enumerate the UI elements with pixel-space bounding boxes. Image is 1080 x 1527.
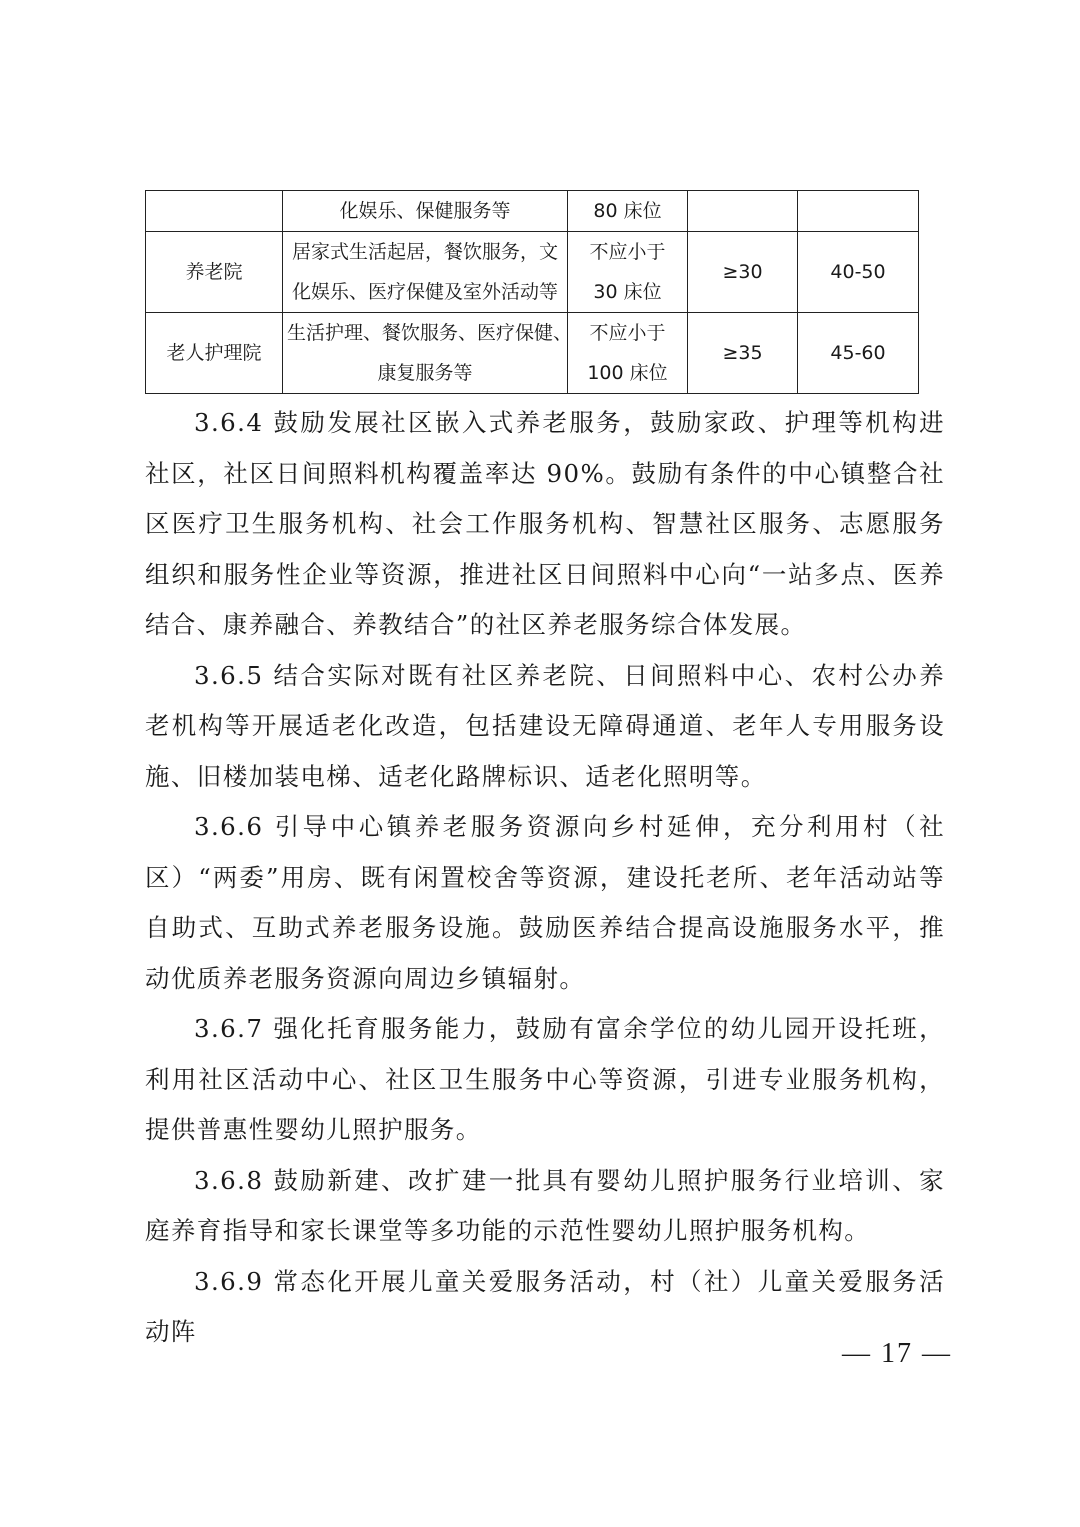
indicator-cell: ≥35 — [688, 313, 798, 394]
paragraph-3-6-6: 3.6.6 引导中心镇养老服务资源向乡村延伸，充分利用村（社区）“两委”用房、既有闲置校舍等资源，建设托老所、老年活动站等自助式、互助式养老服务设施。鼓励医养结合提高设施服务水平，推动优质养老服务资源向周边乡镇辐射。 — [145, 812, 945, 993]
facility-name-cell: 老人护理院 — [146, 313, 283, 394]
scale-cell — [568, 313, 688, 394]
range-cell: 40-50 — [798, 232, 919, 313]
facility-name-cell — [146, 191, 283, 232]
cell-line: 30 床位 — [593, 281, 662, 303]
table-row — [146, 232, 919, 313]
service-content-cell — [283, 313, 573, 394]
paragraph-3-6-8: 3.6.8 鼓励新建、改扩建一批具有婴幼儿照护服务行业培训、家庭养育指导和家长课堂等多功能的示范性婴幼儿照护服务机构。 — [145, 1165, 945, 1245]
scale-cell — [568, 232, 688, 313]
service-content-cell — [283, 232, 568, 313]
cell-line: 不应小于 — [589, 322, 666, 344]
indicator-cell: ≥30 — [688, 232, 798, 313]
paragraph-3-6-4: 3.6.4 鼓励发展社区嵌入式养老服务，鼓励家政、护理等机构进社区，社区日间照料机构覆盖率达 90%。鼓励有条件的中心镇整合社区医疗卫生服务机构、社会工作服务机构、智慧社区服务、志愿服务组织和服务性企业等资源，推进社区日间照料中心向“一站多点、医养结合、康养融合、养教结合”的社区养老服务综合体发展。 — [145, 408, 945, 639]
table-row — [146, 191, 919, 232]
table-row — [146, 313, 919, 394]
range-cell: 45-60 — [798, 313, 919, 394]
cell-line: 不应小于 — [589, 241, 666, 263]
cell-line: 化娱乐、医疗保健及室外活动等 — [291, 281, 558, 303]
paragraph-3-6-7: 3.6.7 强化托育服务能力，鼓励有富余学位的幼儿园开设托班，利用社区活动中心、社区卫生服务中心等资源，引进专业服务机构，提供普惠性婴幼儿照护服务。 — [145, 1014, 945, 1144]
facility-standards-table — [145, 190, 919, 394]
page-number: — 17 — — [842, 1338, 952, 1369]
cell-line: 生活护理、餐饮服务、医疗保健、 — [287, 322, 573, 344]
paragraph-3-6-9: 3.6.9 常态化开展儿童关爱服务活动，村（社）儿童关爱服务活动阵 — [145, 1266, 945, 1346]
indicator-cell — [688, 191, 798, 232]
cell-line: 居家式生活起居，餐饮服务，文 — [291, 241, 558, 263]
scale-cell — [568, 191, 688, 232]
cell-line: 化娱乐、保健服务等 — [339, 200, 511, 222]
range-cell — [798, 191, 919, 232]
facility-name-cell: 养老院 — [146, 232, 283, 313]
paragraph-3-6-5: 3.6.5 结合实际对既有社区养老院、日间照料中心、农村公办养老机构等开展适老化改造，包括建设无障碍通道、老年人专用服务设施、旧楼加装电梯、适老化路牌标识、适老化照明等。 — [145, 660, 945, 791]
cell-line: 80 床位 — [593, 200, 662, 222]
cell-line: 康复服务等 — [377, 362, 473, 384]
service-content-cell — [283, 191, 568, 232]
cell-line: 100 床位 — [587, 362, 668, 384]
body-text — [145, 398, 945, 1358]
